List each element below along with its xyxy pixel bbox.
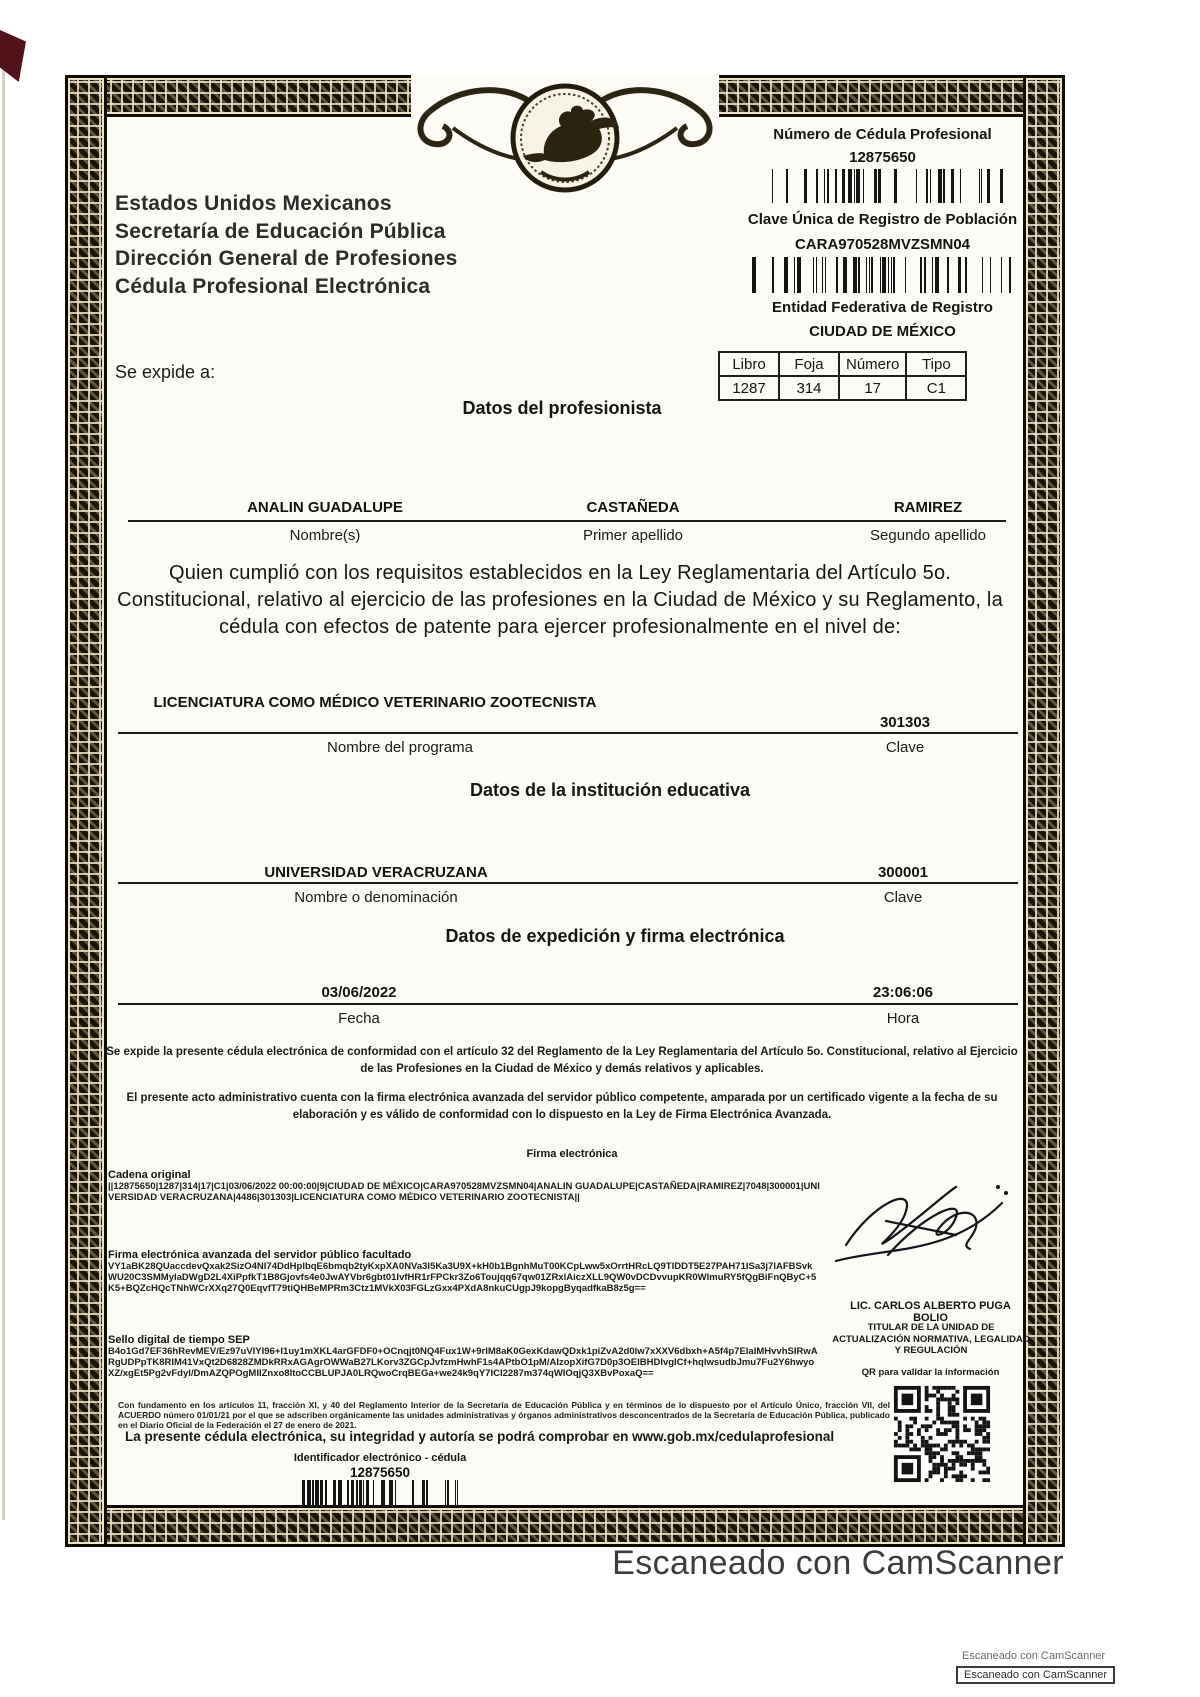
given-names-label: Nombre(s) [289,527,361,544]
curp-label: Clave Única de Registro de Población [747,211,1018,228]
cedula-number-barcode [772,169,1010,203]
curp-barcode [752,257,1014,293]
institution-name: UNIVERSIDAD VERACRUZANA [264,864,488,881]
registry-value-tipo: C1 [906,376,966,400]
scan-edge-artifact [2,40,5,1520]
issuer-line: Estados Unidos Mexicanos [115,192,392,215]
professional-section-title: Datos del profesionista [462,398,662,418]
issuer-line: Cédula Profesional Electrónica [115,274,431,298]
sello-sep-label: Sello digital de tiempo SEP [108,1334,250,1346]
registry-header-foja: Foja [779,352,839,376]
signer-title: TITULAR DE LA UNIDAD DE ACTUALIZACIÓN NORMATIVA, LEGALIDAD Y REGULACIÓN [832,1322,1030,1356]
certificate-border-bottom [66,1506,1064,1546]
notice-fiel: El presente acto administrativo cuenta con la firma electrónica avanzada del servidor público competente, amparada por un certificado vigente a la fecha de su elaboración y es válido de conformidad con lo dispuesto en la Ley de Firma Electrónica Avanzada. [126,1092,998,1121]
legal-paragraph: Quien cumplió con los requisitos establecidos en la Ley Reglamentaria del Artículo 5o. Constitucional, relativo al ejercicio de las profesiones en la Ciudad de México y su Reglamento, la cédula con efectos de patente para ejercer profesionalmente en el nivel de: [117,562,1003,638]
institution-underline [118,882,1018,884]
registry-header-tipo: Tipo [906,352,966,376]
issuance-underline [118,1003,1018,1005]
given-names-value: ANALIN GUADALUPE [247,499,403,516]
camscanner-watermark-small: Escaneado con CamScanner [962,1650,1106,1662]
identifier-label: Identificador electrónico - cédula [293,1452,467,1464]
signature-section-title: Firma electrónica [526,1148,618,1160]
institution-code: 300001 [877,864,929,881]
registry-value-foja: 314 [779,376,839,400]
program-code-label: Clave [885,739,925,756]
identifier-barcode [302,1480,458,1506]
first-surname-value: CASTAÑEDA [586,499,680,516]
identifier-value: 12875650 [349,1465,411,1480]
cedula-number-label: Número de Cédula Profesional [773,126,992,143]
entity-value: CIUDAD DE MÉXICO [809,323,956,340]
camscanner-watermark: Escaneado con CamScanner [612,1544,1064,1582]
first-surname-label: Primer apellido [582,527,684,544]
program-code: 301303 [879,714,931,731]
registry-header-libro: Libro [719,352,779,376]
program-name: LICENCIATURA COMO MÉDICO VETERINARIO ZOOTECNISTA [153,694,597,711]
firma-avanzada-label: Firma electrónica avanzada del servidor público facultado [108,1249,412,1261]
curp-value: CARA970528MVZSMN04 [794,236,971,253]
program-name-label: Nombre del programa [327,739,473,756]
institution-name-label: Nombre o denominación [294,889,458,906]
certificate-border-left [66,76,106,1546]
mexican-coat-of-arms-icon [395,74,735,206]
notice-article-32: Se expide la presente cédula electrónica de conformidad con el artículo 32 del Reglamento de la Ley Reglamentaria del Artículo 5o. Constitucional, relativo al Ejercicio de las Profesiones en la Ciudad de México y demás relativos y aplicables. [106,1046,1018,1075]
issuance-time-label: Hora [886,1010,920,1027]
registry-header-numero: Número [839,352,906,376]
program-underline [118,732,1018,734]
issued-to-label: Se expide a: [115,362,216,382]
second-surname-label: Segundo apellido [870,527,986,544]
name-underline [128,520,1006,522]
issuance-time: 23:06:06 [872,984,934,1001]
issuer-line: Secretaría de Educación Pública [115,219,446,243]
issuance-date-label: Fecha [338,1010,380,1027]
footer-fineprint: Con fundamento en los artículos 11, fracción XI, y 40 del Reglamento Interior de la Secretaría de Educación Pública y en términos de lo dispuesto por el Artículo Único, fracción VII, del ACUERDO número 01/01/21 por el que se adscriben orgánicamente las unidades administrativas y órganos administrativos desconcentrados de la Secretaría de Educación Pública, publicado en el Diario Oficial de la Federación el 27 de enero de 2021. [118,1400,890,1430]
cedula-number: 12875650 [849,149,916,166]
sello-sep-value: B4o1Gd7EF36hRevMEV/Ez97uVIYI96+I1uy1mXKL4arGFDF0+OCnqjt0NQ4Fux1W+9rIM8aK0GexKdawQDxk1piZvA2d0lw7xXXV6dbxh+A5f4p7ElaIMHvvhSIRwARgUDPpTK8RlM41VxQt2D6828ZMDkRRxAGAgrOWWaB27LKorv3ZGCpJvfzmHwhF1s4APtbO1pM/AIzopXifG7D0p3OEIBHDIvgICf+hqlwsudbJmu7Fu2Y6hwyoXZ/xgEt5Pg2vFdyl/DmAZQPOgMIIZnxo8ItoCCBLUPJA0LRQwoCrqBEGa+we24k9qY7ICI2287m374qWIOqjQ3XBvPoxaQ== [108,1346,818,1379]
second-surname-value: RAMIREZ [893,499,963,516]
firma-avanzada-value: VY1aBK28QUaccdevQxak2SizO4NI74DdHplbqE6bmqb2tyKxpXA0NVa3l5Ka3U9X+kH0b1BgnhMuT00KCpLww5xOrrtHRcLQ9TIDDT5E27PAH71ISa3j7lAFBSvkWU20C3SMMylaDWgD2L4XiPpfkT1B8Gjovfs4e0JwAYVbr6gbt01IvfHR1rFPCkr3Zo6Toujqq67qw01ZRxlAiczXLL9QW0vDCDvvupKR0WImuRY5fQgBiFnQByC+5K5+BQZcHQcTNhWCrXXq27Q0EqvfT79tiQHBeMPRm3Ctz1MVkX03FGLzGxx4PXdA8nkuCUgpJ9kopgByqadfkaB8z5g== [108,1261,817,1294]
validation-qr-code [892,1384,992,1484]
cadena-original-value: ||12875650|1287|314|17|C1|03/06/2022 00:00:00|9|CIUDAD DE MÉXICO|CARA970528MVZSMN04|ANALIN GUADALUPE|CASTAÑEDA|RAMIREZ|7048|300001|UNIVERSIDAD VERACRUZANA|4486|301303|LICENCIATURA COMO MÉDICO VETERINARIO ZOOTECNISTA|| [108,1181,820,1203]
cadena-original-label: Cadena original [108,1169,191,1181]
handwritten-signature [828,1175,1016,1267]
issuer-block [115,190,595,300]
signer-name: LIC. CARLOS ALBERTO PUGA BOLIO [850,1300,1011,1324]
camscanner-watermark-boxed: Escaneado con CamScanner [956,1666,1115,1684]
entity-label: Entidad Federativa de Registro [772,299,993,316]
registry-value-numero: 17 [839,376,906,400]
issuance-date: 03/06/2022 [321,984,397,1001]
registry-table [718,351,967,401]
issuer-line: Dirección General de Profesiones [115,247,458,270]
qr-label: QR para validar la información [861,1367,1000,1378]
registry-value-libro: 1287 [719,376,779,400]
institution-code-label: Clave [883,889,923,906]
institution-section-title: Datos de la institución educativa [469,780,751,800]
verify-line: La presente cédula electrónica, su integridad y autoría se podrá comprobar en www.gob.mx/cedulaprofesional [125,1429,835,1444]
issuance-section-title: Datos de expedición y firma electrónica [445,926,785,946]
